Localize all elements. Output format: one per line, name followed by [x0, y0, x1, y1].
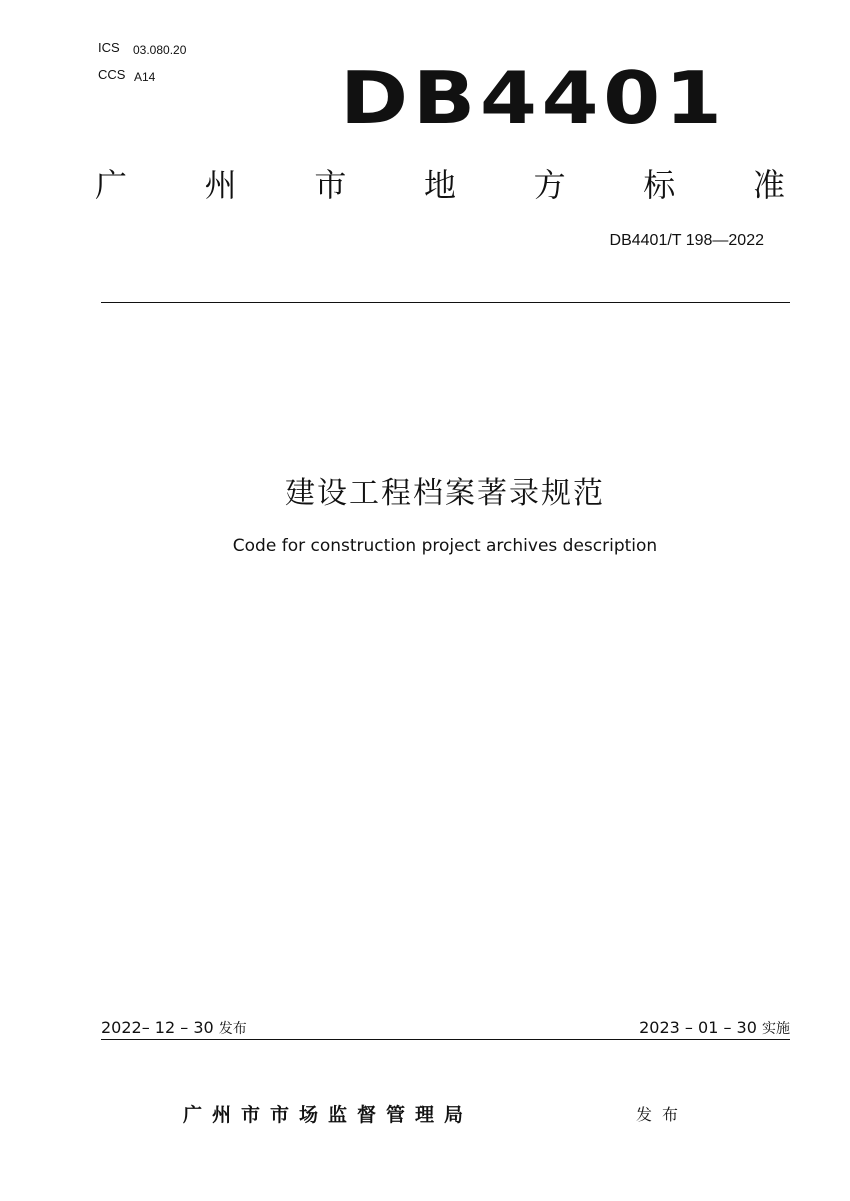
- ccs-label: CCS: [98, 67, 126, 82]
- implement-date-value: 2023 – 01 – 30: [639, 1018, 757, 1037]
- title-char: 标: [643, 166, 676, 204]
- document-title-chinese: 建设工程档案著录规范: [285, 476, 605, 511]
- publish-date-value: 2022– 12 – 30: [101, 1018, 214, 1037]
- ics-code: 03.080.20: [133, 43, 187, 57]
- implement-date: [639, 1018, 790, 1038]
- title-char: 准: [752, 166, 785, 204]
- issuing-authority: 广州市市场监督管理局: [183, 1104, 474, 1126]
- standard-code-logo: DB4401: [340, 56, 727, 140]
- title-char: 方: [533, 166, 566, 204]
- issue-action: 发布: [636, 1105, 689, 1124]
- title-char: 地: [423, 166, 456, 204]
- standard-number: DB4401/T 198—2022: [609, 232, 764, 249]
- title-char: 州: [204, 166, 237, 204]
- standard-type-title: [95, 165, 785, 205]
- ics-label: ICS: [98, 40, 120, 55]
- publish-date: [101, 1018, 247, 1038]
- title-char: 广: [95, 166, 128, 204]
- footer-divider: [101, 1039, 790, 1040]
- header-divider: [101, 302, 790, 303]
- implement-label: 实施: [762, 1021, 790, 1037]
- ccs-code: A14: [134, 70, 156, 84]
- document-title-english: Code for construction project archives description: [232, 536, 658, 556]
- publish-label: 发布: [218, 1021, 247, 1037]
- title-char: 市: [314, 166, 347, 204]
